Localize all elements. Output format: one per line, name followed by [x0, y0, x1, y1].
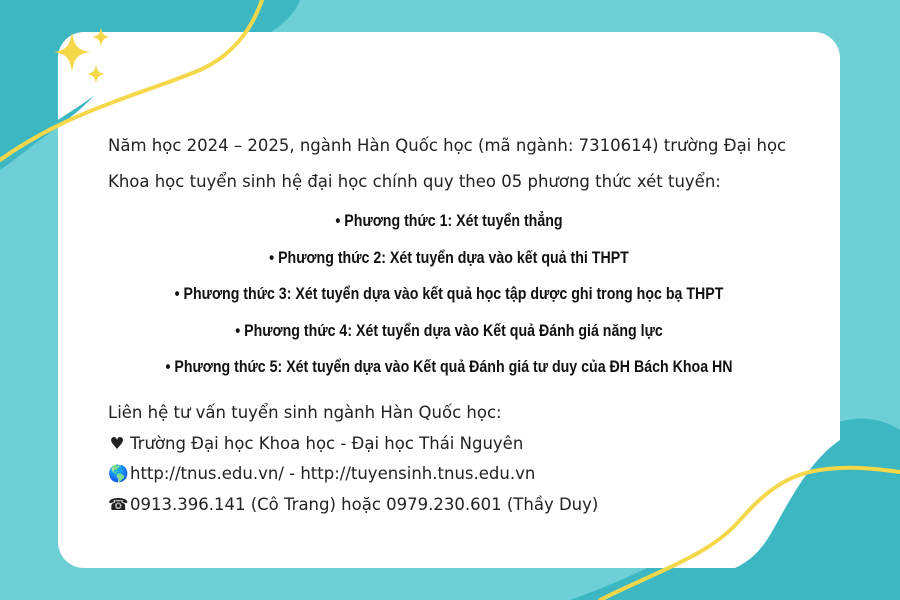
school-name: Trường Đại học Khoa học - Đại học Thái Nguyên	[130, 433, 524, 453]
intro-line-2: Khoa học tuyển sinh hệ đại học chính quy theo 05 phương thức xét tuyển:	[108, 172, 721, 191]
contact-school	[108, 429, 808, 460]
contact-phone	[108, 490, 808, 521]
method-4: • Phương thức 4: Xét tuyển dựa vào Kết quả Đánh giá năng lực	[235, 321, 663, 340]
globe-icon: 🌎	[108, 464, 129, 483]
contact-heading: Liên hệ tư vấn tuyển sinh ngành Hàn Quốc học:	[108, 403, 502, 422]
contact-section	[108, 398, 808, 520]
contact-website	[108, 459, 808, 490]
intro-paragraph	[108, 128, 788, 200]
method-5: • Phương thức 5: Xét tuyển dựa vào Kết quả Đánh giá tư duy của ĐH Bách Khoa HN	[165, 358, 733, 376]
method-1: • Phương thức 1: Xét tuyển thẳng	[335, 212, 563, 230]
heart-icon: ♥	[109, 433, 125, 453]
website-links[interactable]: http://tnus.edu.vn/ - http://tuyensinh.tnus.edu.vn	[130, 464, 536, 483]
intro-line-1: Năm học 2024 – 2025, ngành Hàn Quốc học (mã ngành: 7310614) trường Đại học	[108, 136, 787, 155]
phone-numbers: 0913.396.141 (Cô Trang) hoặc 0979.230.601 (Thầy Duy)	[130, 494, 599, 514]
admission-methods-list	[58, 203, 840, 386]
method-2: • Phương thức 2: Xét tuyển dựa vào kết quả thi THPT	[269, 248, 629, 267]
phone-icon: ☎	[108, 494, 129, 514]
method-3: • Phương thức 3: Xét tuyển dựa vào kết quả học tập dược ghi trong học bạ THPT	[174, 285, 724, 303]
